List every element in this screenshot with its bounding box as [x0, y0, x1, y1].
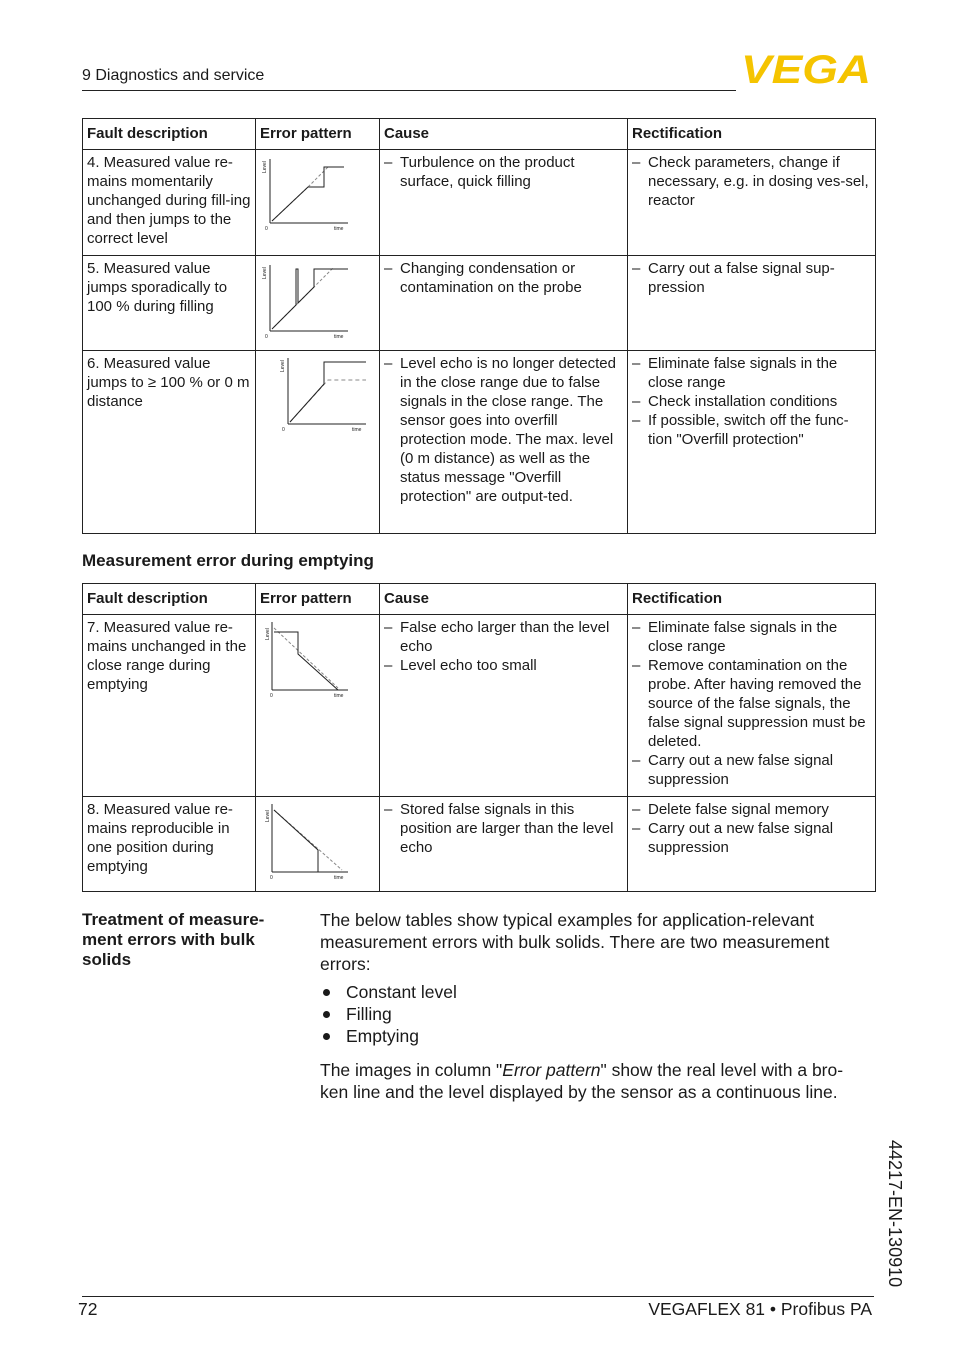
graph-zero: 0 [265, 226, 268, 232]
error-pattern-cell [256, 615, 380, 797]
rectification-item: – Check installation conditions [632, 393, 838, 410]
rectification-item: – Check parameters, change if necessary, e.g. in dosing ves-sel, reactor [632, 154, 869, 209]
fault-description: 6. Measured value jumps to ≥ 100 % or 0 m distance [83, 351, 256, 534]
rectification-cell [628, 256, 876, 351]
list-item: Emptying [320, 1025, 457, 1047]
graph-zero: 0 [270, 875, 273, 881]
col-header-fault: Fault description [83, 119, 256, 150]
cause-item: – Turbulence on the product surface, quick filling [384, 154, 575, 190]
rectification-item: – If possible, switch off the func-tion "Overfill protection" [632, 412, 849, 448]
error-pattern-graph-5 [260, 259, 350, 339]
graph-xlabel: time [334, 226, 344, 232]
cause-cell [380, 351, 628, 534]
footer-rule [82, 1296, 874, 1297]
rectification-item: – Carry out a new false signal suppression [632, 752, 834, 788]
rectification-cell [628, 615, 876, 797]
col-header-fault: Fault description [83, 584, 256, 615]
rectification-item: – Remove contamination on the probe. After having removed the source of the false signals, the false signal suppression must be deleted. [632, 657, 866, 750]
list-item: Filling [320, 1003, 457, 1025]
rectification-item: – Eliminate false signals in the close range [632, 355, 838, 391]
product-name: VEGAFLEX 81 • Profibus PA [648, 1299, 872, 1319]
rectification-item: – Carry out a false signal sup-pression [632, 260, 835, 296]
col-header-cause: Cause [380, 584, 628, 615]
col-header-rectification: Rectification [628, 584, 876, 615]
col-header-error-pattern: Error pattern [256, 119, 380, 150]
cause-cell [380, 615, 628, 797]
fault-table-filling [82, 118, 876, 534]
subheading-emptying: Measurement error during emptying [82, 551, 374, 570]
table-row [83, 351, 876, 534]
table-row [83, 615, 876, 797]
rectification-item: – Eliminate false signals in the close range [632, 619, 838, 655]
table-header-row [83, 119, 876, 150]
col-header-rectification: Rectification [628, 119, 876, 150]
vega-logo [741, 48, 873, 92]
cause-item: – False echo larger than the level echo [384, 619, 610, 655]
list-item: Constant level [320, 981, 457, 1003]
rectification-cell [628, 797, 876, 892]
cause-item: – Level echo too small [384, 657, 537, 674]
graph-zero: 0 [265, 334, 268, 340]
col-header-error-pattern: Error pattern [256, 584, 380, 615]
error-pattern-graph-8 [260, 800, 350, 880]
error-pattern-cell [256, 797, 380, 892]
page-number: 72 [78, 1299, 98, 1319]
header-rule [82, 90, 736, 91]
error-pattern-note: The images in column "Error pattern" show the real level with a bro-ken line and the level displayed by the sensor as a continuous line. [320, 1060, 844, 1102]
error-pattern-cell [256, 351, 380, 534]
fault-description: 4. Measured value re-mains momentarily unchanged during fill-ing and then jumps to the correct level [83, 150, 256, 256]
rectification-cell [628, 150, 876, 256]
graph-xlabel: time [334, 693, 344, 699]
table-row [83, 150, 876, 256]
graph-ylabel: Level [265, 810, 271, 822]
rectification-item: – Delete false signal memory [632, 801, 829, 818]
fault-description: 5. Measured value jumps sporadically to 100 % during filling [83, 256, 256, 351]
error-pattern-cell [256, 256, 380, 351]
bullet-list [320, 981, 457, 1047]
fault-table-emptying [82, 583, 876, 892]
graph-ylabel: Level [262, 267, 268, 279]
rectification-item: – Carry out a new false signal suppression [632, 820, 834, 856]
graph-ylabel: Level [265, 628, 271, 640]
col-header-cause: Cause [380, 119, 628, 150]
graph-xlabel: time [334, 875, 344, 881]
graph-xlabel: time [352, 427, 362, 433]
graph-zero: 0 [270, 693, 273, 699]
cause-cell [380, 797, 628, 892]
fault-description: 7. Measured value re-mains unchanged in the close range during emptying [83, 615, 256, 797]
cause-item: – Level echo is no longer detected in the close range due to false signals in the close range. The sensor goes into overfill protection mode. The max. level (0 m distance) as well as the status message "Overfill protection" are output-ted. [384, 355, 616, 505]
bullet-icon [323, 1011, 330, 1018]
document-code: 44217-EN-130910 [885, 1140, 905, 1288]
graph-ylabel: Level [262, 161, 268, 173]
graph-zero: 0 [282, 427, 285, 433]
graph-ylabel: Level [280, 360, 286, 372]
fault-description: 8. Measured value re-mains reproducible in one position during emptying [83, 797, 256, 892]
intro-paragraph: The below tables show typical examples for application-relevant measurement errors with bulk solids. There are two measurement errors: [320, 910, 830, 974]
graph-xlabel: time [334, 334, 344, 340]
error-pattern-graph-6 [260, 354, 360, 434]
table-header-row [83, 584, 876, 615]
cause-cell [380, 150, 628, 256]
cause-item: – Changing condensation or contamination on the probe [384, 260, 582, 296]
rectification-cell [628, 351, 876, 534]
table-row [83, 797, 876, 892]
svg-text:VEGA: VEGA [741, 48, 871, 92]
section-header: 9 Diagnostics and service [82, 67, 265, 84]
side-heading-bulk-solids: Treatment of measure-ment errors with bulk solids [82, 910, 265, 969]
bullet-icon [323, 1033, 330, 1040]
bullet-icon [323, 989, 330, 996]
cause-cell [380, 256, 628, 351]
table-row [83, 256, 876, 351]
error-pattern-graph-4 [260, 153, 350, 233]
cause-item: – Stored false signals in this position are larger than the level echo [384, 801, 614, 856]
error-pattern-graph-7 [260, 618, 350, 698]
error-pattern-cell [256, 150, 380, 256]
